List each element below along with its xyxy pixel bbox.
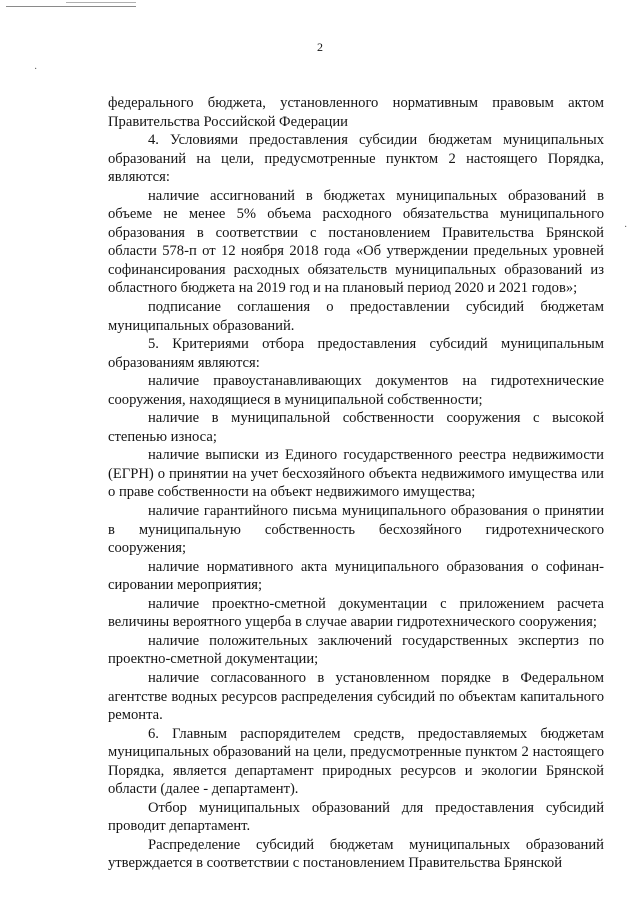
document-body — [108, 94, 604, 873]
paragraph: 6. Главным распорядителем средств, предоставляемых бюджетам муниципальных образований на цели, предусмотренные пунктом 2 настоящего Порядка, является департамент природных ресурсов и экологии Брянской области (далее - департамент). — [108, 725, 604, 798]
page-number: 2 — [317, 40, 323, 54]
paragraph: Распределение субсидий бюджетам муниципальных образований утверждается в соответствии с постановлением Правительства Брянской — [108, 836, 604, 872]
paragraph: федерального бюджета, установленного нормативным правовым актом Правительства Российской Федерации — [108, 95, 604, 130]
paragraph: наличие нормативного акта муниципального образования о софинан-сировании мероприятия; — [108, 558, 604, 594]
paragraph: наличие правоустанавливающих документов на гидротехнические сооружения, находящиеся в муниципальной собственности; — [108, 373, 604, 408]
paragraph: наличие проектно-сметной документации с приложением расчета величины вероятного ущерба в случае аварии гидротехнического сооружения; — [108, 595, 604, 631]
paragraph: наличие гарантийного письма муниципального образования о принятии в муниципальную собственность бесхозяйного гидротехнического сооружения; — [108, 503, 604, 557]
paragraph: 4. Условиями предоставления субсидии бюджетам муниципальных образований на цели, предусмотренные пунктом 2 настоящего Порядка, являются: — [108, 132, 604, 186]
scan-speck: · — [624, 222, 628, 233]
scan-speck: · — [34, 64, 38, 75]
paragraph: Отбор муниципальных образований для предоставления субсидий проводит департамент. — [108, 799, 604, 835]
paragraph: наличие выписки из Единого государственного реестра недвижимости (ЕГРН) о принятии на учет бесхозяйного объекта недвижимого имущества или о праве собственности на объект недвижимого имущества; — [108, 447, 604, 501]
paragraph: 5. Критериями отбора предоставления субсидий муниципальным образованиям являются: — [108, 336, 604, 371]
paragraph: подписание соглашения о предоставлении субсидий бюджетам муниципальных образований. — [108, 299, 604, 334]
paragraph: наличие в муниципальной собственности сооружения с высокой степенью износа; — [108, 410, 604, 445]
paragraph: наличие согласованного в установленном порядке в Федеральном агентстве водных ресурсов распределения субсидий по объектам капитального ремонта. — [108, 669, 604, 724]
paragraph: наличие положительных заключений государственных экспертиз по проектно-сметной документации; — [108, 632, 604, 668]
scan-edge-mark — [6, 0, 136, 7]
paragraph: наличие ассигнований в бюджетах муниципальных образований в объеме не менее 5% объема расходного обязательства муниципального образования в соответствии с постановлением Правительства Брянской области 578-п от 12 ноября 2018 года «Об утверждении предельных уровней софинансирования расходных обязательств муниципальных образований из областного бюджета на 2019 год и на плановый период 2020 и 2021 годов»; — [108, 187, 604, 297]
